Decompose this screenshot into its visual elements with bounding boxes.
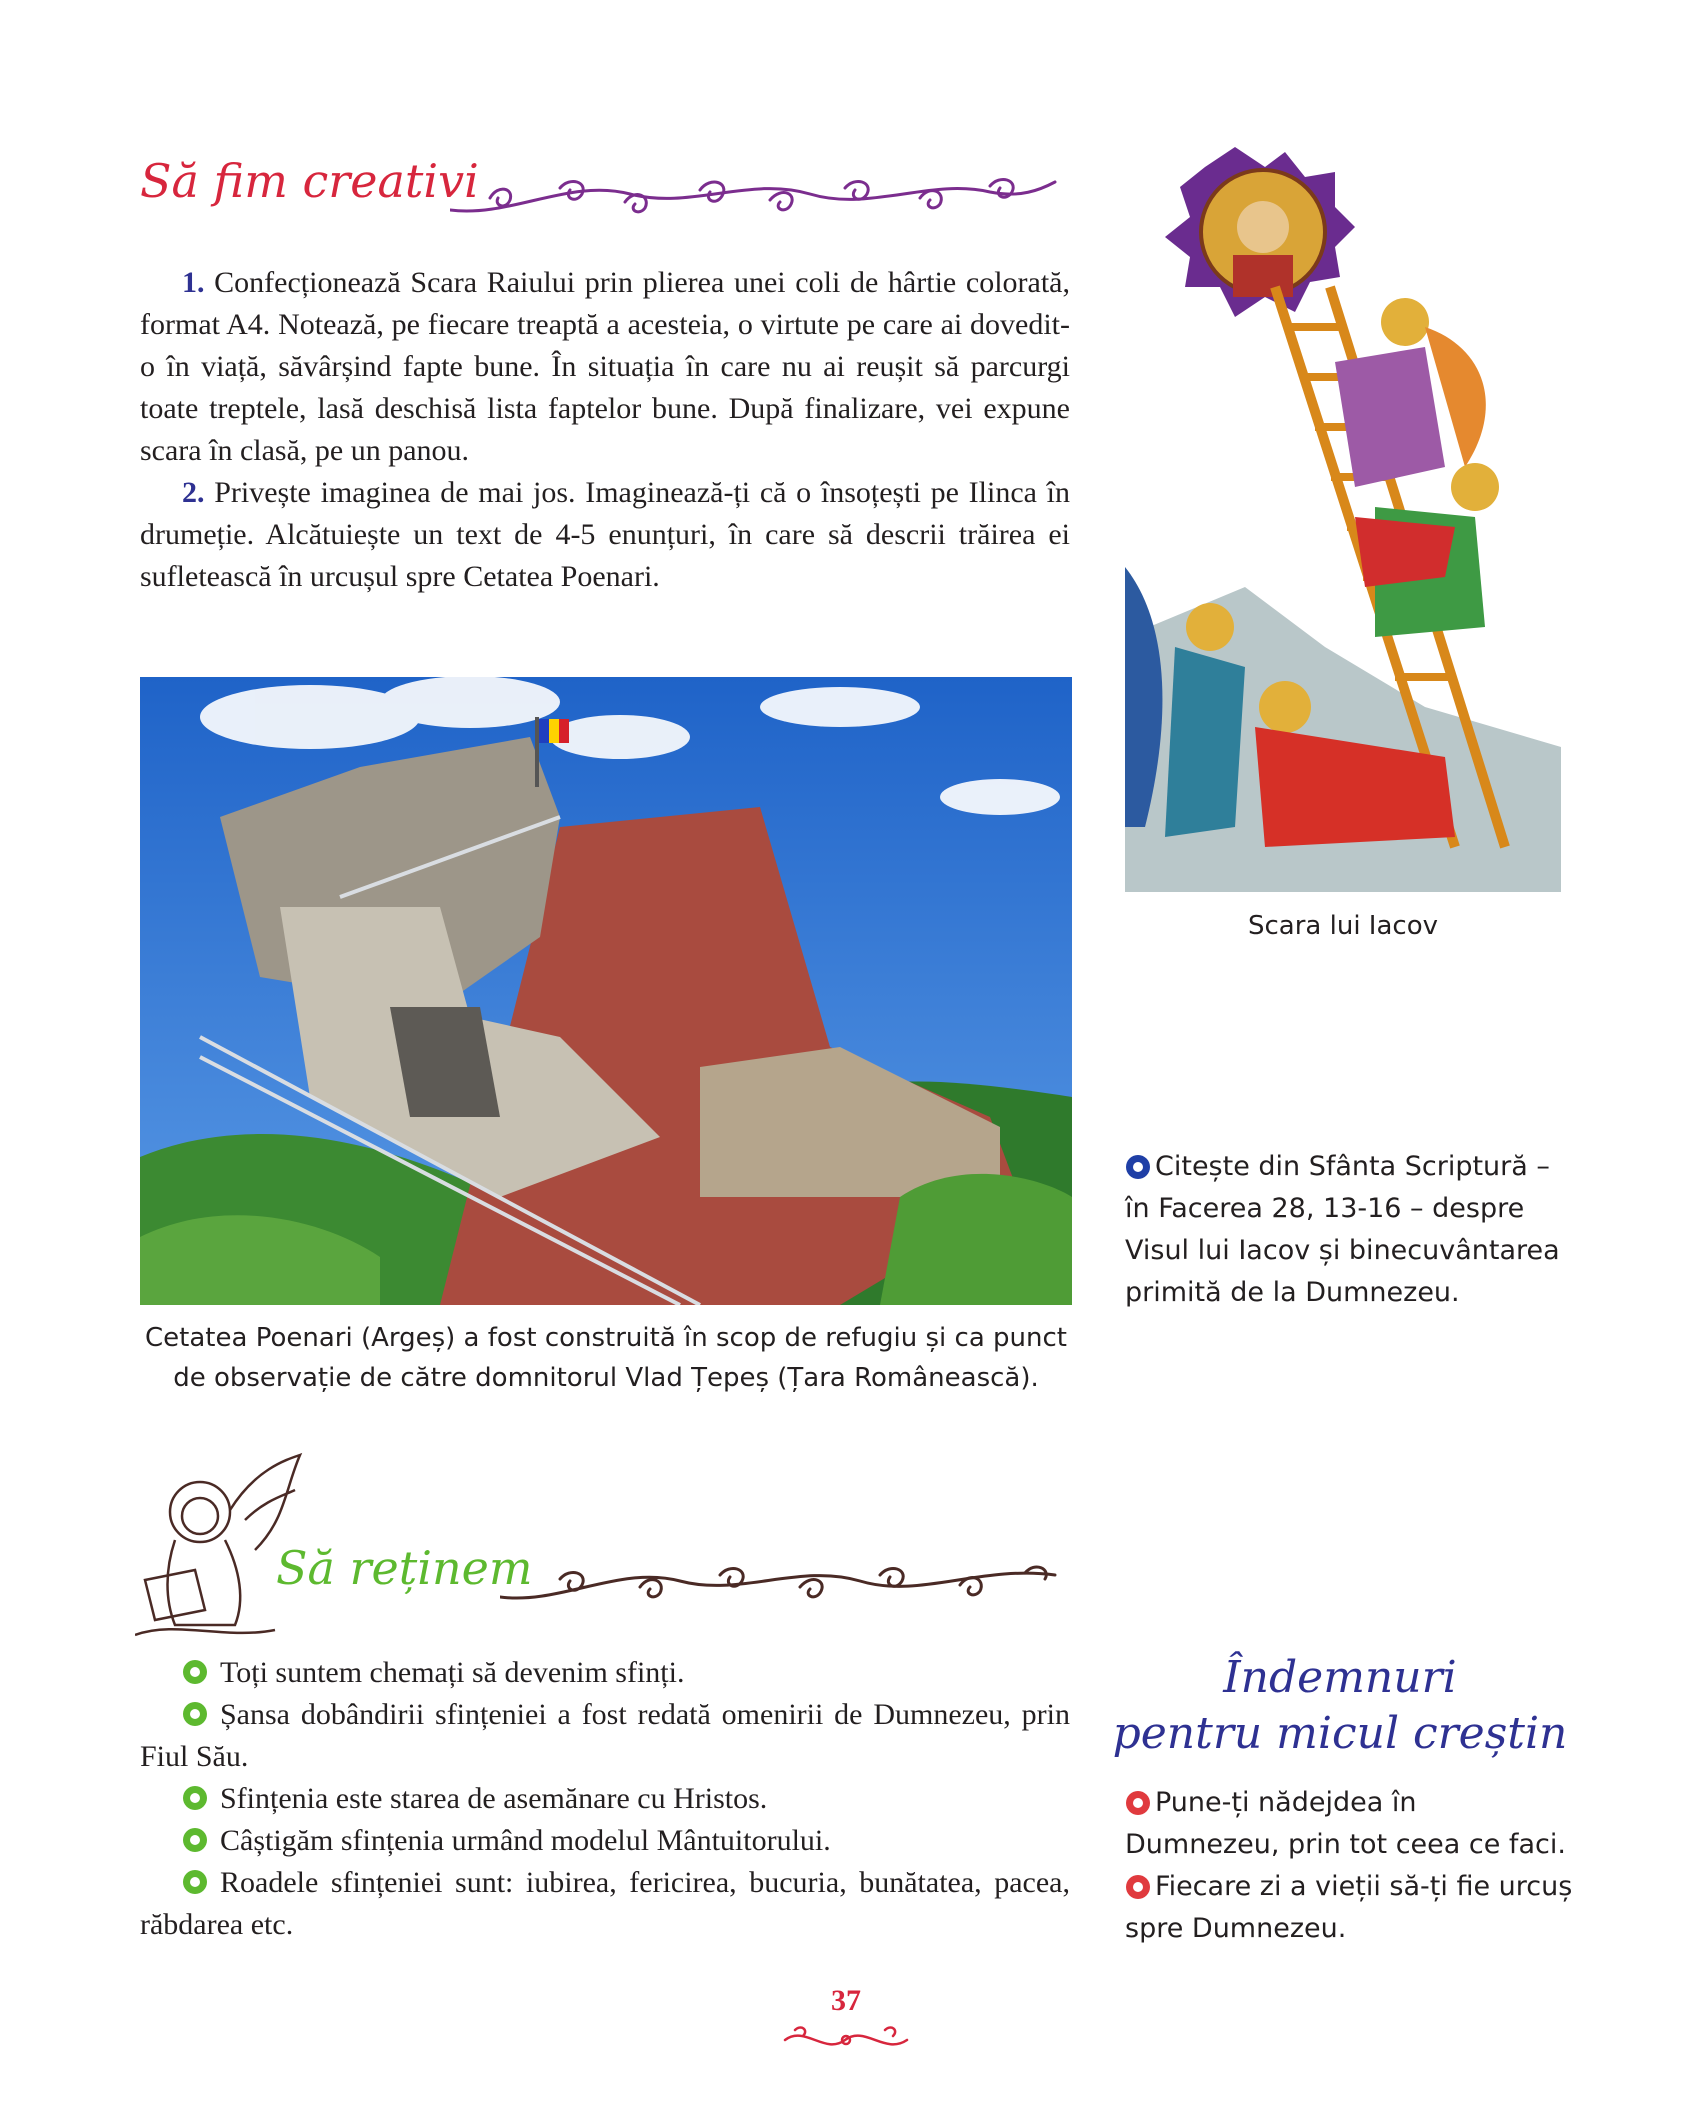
heading-flourish-ornament-2 xyxy=(500,1555,1060,1617)
exercise-1-text: Confecționează Scara Raiului prin plierea unei coli de hârtie colorată, format A4. Notează, pe fiecare treaptă a acesteia, o virtute pe care ai dovedit-o în viață, săvârșind fapte bune. În situația în care nu ai reușit să parcurgi toate treptele, lasă deschisă lista faptelor bune. După finalizare, vei expune scara în clasă, pe un panou. xyxy=(140,266,1070,467)
section-title-creative: Să fim creativi xyxy=(140,154,479,208)
list-item xyxy=(1125,1782,1575,1866)
list-item-text: Sfințenia este starea de asemănare cu Hristos. xyxy=(220,1782,768,1815)
list-item-text: Pune-ți nădejdea în Dumnezeu, prin tot ceea ce faci. xyxy=(1125,1787,1566,1860)
exhortations-title-line1: Îndemnuri xyxy=(1223,1652,1457,1703)
exercise-2-text: Privește imaginea de mai jos. Imaginează-ți că o însoțești pe Ilinca în drumeție. Alcătuiește un text de 4-5 enunțuri, în care să descrii trăirea ei sufletească în urcușul spre Cetatea Poenari. xyxy=(140,476,1070,593)
castle-caption: Cetatea Poenari (Argeș) a fost construită în scop de refugiu și ca punct de observație de către domnitorul Vlad Țepeș (Țara Românească). xyxy=(145,1323,1067,1393)
green-flower-bullet-icon xyxy=(182,1785,208,1811)
jacob-ladder-icon-image xyxy=(1125,147,1561,892)
section-title-retain: Să reținem xyxy=(276,1541,533,1595)
heading-flourish-ornament xyxy=(450,168,1060,230)
list-item xyxy=(1125,1866,1575,1950)
list-item xyxy=(140,1820,1070,1862)
green-flower-bullet-icon xyxy=(182,1701,208,1727)
scripture-note-text xyxy=(1125,1146,1565,1314)
exercise-1-number: 1. xyxy=(182,266,205,299)
list-item-text: Șansa dobândirii sfințeniei a fost redată omenirii de Dumnezeu, prin Fiul Său. xyxy=(140,1698,1070,1773)
exercise-block xyxy=(140,262,1070,598)
green-flower-bullet-icon xyxy=(182,1659,208,1685)
page-number: 37 xyxy=(831,1984,861,2017)
red-flower-bullet-icon xyxy=(1125,1874,1151,1900)
castle-photo xyxy=(140,677,1072,1305)
list-item-text: Toți suntem chemați să devenim sfinți. xyxy=(220,1656,685,1689)
scripture-note xyxy=(1125,1146,1565,1314)
list-item xyxy=(140,1694,1070,1778)
list-item xyxy=(140,1778,1070,1820)
page-number-ornament xyxy=(775,2020,917,2060)
green-flower-bullet-icon xyxy=(182,1827,208,1853)
exercise-1 xyxy=(140,262,1070,472)
scripture-note-content: Citește din Sfânta Scriptură – în Facerea 28, 13-16 – despre Visul lui Iacov și binecuvântarea primită de la Dumnezeu. xyxy=(1125,1151,1560,1308)
exhortations-title-line2: pentru micul creștin xyxy=(1112,1708,1568,1759)
exercise-2 xyxy=(140,472,1070,598)
list-item-text: Câștigăm sfințenia urmând modelul Mântuitorului. xyxy=(220,1824,831,1857)
exhortations-title xyxy=(1100,1650,1580,1762)
blue-flower-bullet-icon xyxy=(1125,1154,1151,1180)
list-item xyxy=(140,1862,1070,1946)
exercise-2-number: 2. xyxy=(182,476,205,509)
list-item-text: Roadele sfințeniei sunt: iubirea, fericirea, bucuria, bunătatea, pacea, răbdarea etc. xyxy=(140,1866,1070,1941)
icon-caption: Scara lui Iacov xyxy=(1248,911,1438,941)
list-item xyxy=(140,1652,1070,1694)
retain-list xyxy=(140,1652,1070,1946)
red-flower-bullet-icon xyxy=(1125,1790,1151,1816)
exhortations-list xyxy=(1125,1782,1575,1950)
green-flower-bullet-icon xyxy=(182,1869,208,1895)
list-item-text: Fiecare zi a vieții să-ți fie urcuș spre Dumnezeu. xyxy=(1125,1871,1573,1944)
